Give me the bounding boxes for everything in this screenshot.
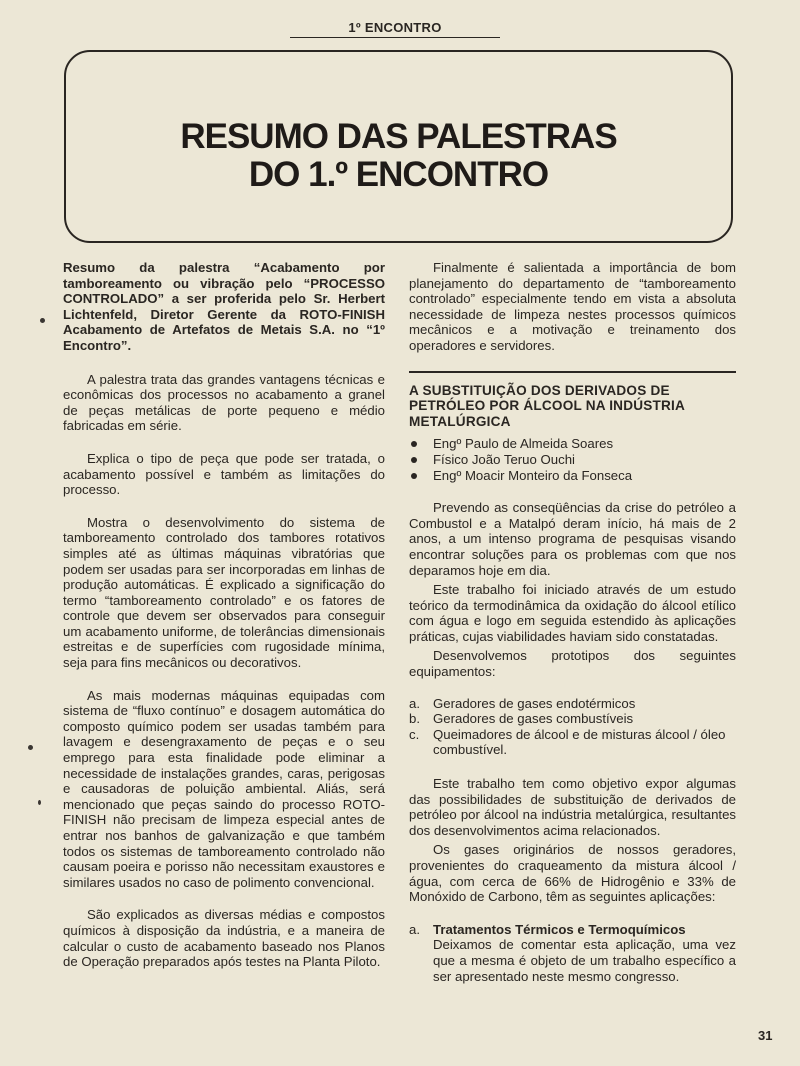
section-divider — [409, 371, 736, 373]
title-line-2: DO 1.º ENCONTRO — [248, 155, 549, 194]
subsection — [409, 922, 736, 984]
paragraph: Desenvolvemos prototipos dos seguintes equipamentos: — [409, 648, 736, 680]
title-line-1: RESUMO DAS PALESTRAS — [180, 117, 617, 156]
paragraph: Mostra o desenvolvimento do sistema de tamboreamento controlado dos tambores rotativos simples até as últimas máquinas vibratórias que podem ser usadas para ser incorporadas em linhas de produção automáticas. É explicado a significação do termo “tamboreamento controlado” e os fatores de controle que devem ser observados para conseguir um acabamento uniforme, de tolerâncias dimensionais estreitas e de superfícies com rugosidade mínima, seja para fins mecânicos ou decorativos. — [63, 514, 385, 671]
running-header: 1º ENCONTRO — [348, 20, 442, 35]
list-item: c. Queimadores de álcool e de misturas álcool / óleo combustível. — [409, 726, 726, 758]
equipment-list — [409, 696, 736, 758]
print-speck — [38, 800, 41, 805]
paragraph: Os gases originários de nossos geradores, provenientes do craqueamento da mistura álcool / água, com cerca de 66% de Hidrogênio e 33% de Monóxido de Carbono, têm as seguintes aplicações: — [409, 842, 736, 905]
paragraph: Prevendo as conseqüências da crise do petróleo a Combustol e a Matalpó deram início, há mais de 2 anos, a um intenso programa de pesquisas visando encontrar soluções para os problemas com que nos deparamos hoje em dia. — [409, 500, 736, 578]
list-item: a. Geradores de gases endotérmicos — [409, 695, 636, 711]
paragraph: Finalmente é salientada a importância de bom planejamento do departamento de “tamboreamento controlado” especialmente tendo em vista a absoluta necessidade de limpeza nestes processos químicos mecânicos e a motivação e treinamento dos operadores e servidores. — [409, 260, 736, 353]
list-item: Engº Paulo de Almeida Soares — [409, 436, 736, 452]
left-column — [63, 260, 385, 970]
header-rule — [290, 37, 500, 38]
right-column — [409, 260, 736, 1002]
intro-paragraph: Resumo da palestra “Acabamento por tamboreamento ou vibração pelo “PROCESSO CONTROLADO” a ser proferida pelo Sr. Herbert Lichtenfeld, Diretor Gerente da ROTO-FINISH Acabamento de Artefatos de Metais S.A. no “1º Encontro”. — [63, 260, 385, 353]
paragraph: Deixamos de comentar esta aplicação, uma vez que a mesma é objeto de um trabalho específico a ser apresentado neste mesmo congresso. — [433, 937, 736, 984]
list-item: Engº Moacir Monteiro da Fonseca — [409, 468, 736, 484]
paragraph: Este trabalho tem como objetivo expor algumas das possibilidades de substituição de derivados de petróleo por álcool na indústria metalúrgica, resultantes dos desenvolvimentos acima relacionados. — [409, 776, 736, 838]
subsection-marker: a. — [409, 921, 420, 937]
list-item: Físico João Teruo Ouchi — [409, 452, 736, 468]
paragraph: A palestra trata das grandes vantagens técnicas e econômicas dos processos no acabamento a granel de peças metálicas de porte pequeno e médio fabricadas em série. — [63, 371, 385, 434]
section-title: A SUBSTITUIÇÃO DOS DERIVADOS DE PETRÓLEO POR ÁLCOOL NA INDÚSTRIA METALÚRGICA — [409, 382, 685, 429]
list-item: b. Geradores de gases combustíveis — [409, 711, 634, 727]
author-list — [409, 436, 736, 483]
print-speck — [28, 745, 33, 750]
paragraph: Explica o tipo de peça que pode ser tratada, o acabamento possível e também as limitações do processo. — [63, 450, 385, 498]
page-title — [64, 118, 733, 194]
subsection-title: Tratamentos Térmicos e Termoquímicos — [433, 921, 686, 937]
paragraph: Este trabalho foi iniciado através de um estudo teórico da termodinâmica da oxidação do álcool etílico com água e logo em seguida estendido às aplicações práticas, cujas viabilidades haviam sido constatadas. — [409, 582, 736, 644]
page-number: 31 — [758, 1028, 773, 1043]
print-speck — [40, 318, 45, 323]
paragraph: As mais modernas máquinas equipadas com sistema de “fluxo contínuo” e dosagem automática do composto químico podem ser usadas também para lavagem e desengraxamento de peças e o seu emprego para esta finalidade pode eliminar a necessidade de instalações grandes, caras, perigosas e causadoras de poluição ambiental. Aliás, será mencionado que peças saindo do processo ROTO-FINISH não precisam de limpeza especial antes de entrar nos banhos de galvanização e que também todos os sistemas de tamboreamento controlado não causam poeira e porisso não necessitam exaustores e similares usados no caso de polimento convencional. — [63, 687, 385, 890]
paragraph: São explicados as diversas médias e compostos químicos à disposição da indústria, e a maneira de calcular o custo de acabamento baseado nos Planos de Operação preparados após testes na Planta Piloto. — [63, 907, 385, 970]
